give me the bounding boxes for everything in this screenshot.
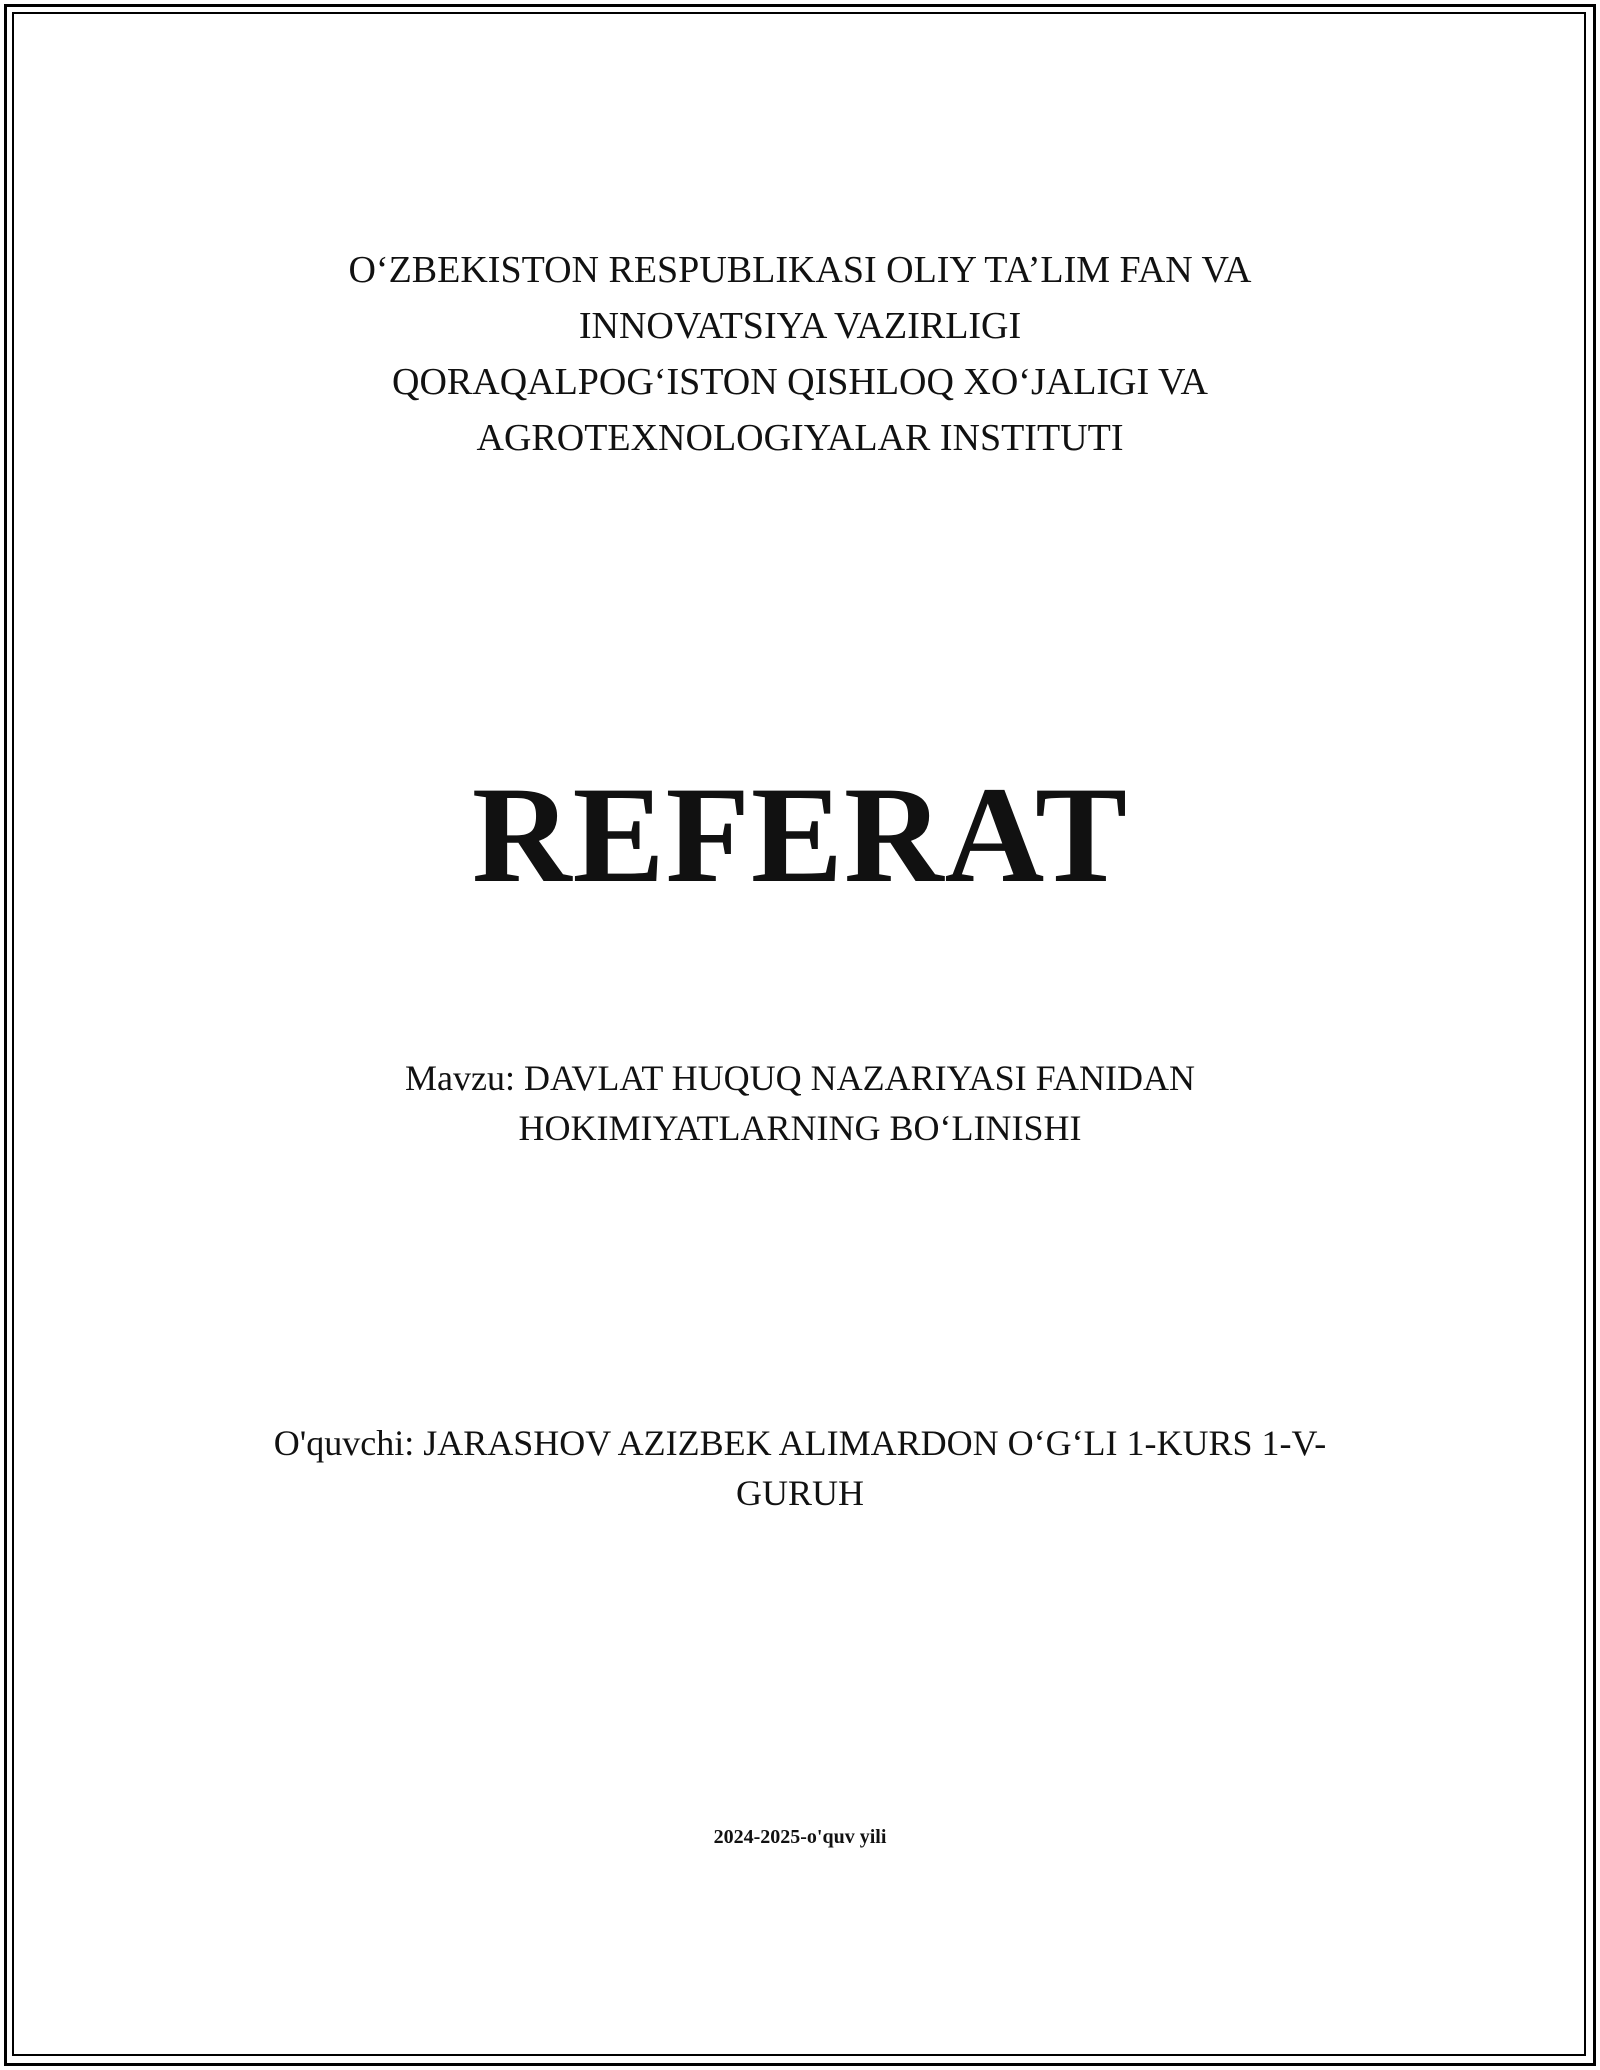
academic-year: 2024-2025-o'quv yili	[713, 1826, 887, 1848]
student-block	[0, 1418, 1600, 1518]
topic-line: Mavzu: DAVLAT HUQUQ NAZARIYASI FANIDAN	[405, 1058, 1195, 1098]
header-line: AGROTEXNOLOGIYALAR INSTITUTI	[476, 417, 1124, 459]
document-title: REFERAT	[471, 758, 1129, 911]
header-line: O‘ZBEKISTON RESPUBLIKASI OLIY TA’LIM FAN VA	[348, 249, 1252, 291]
header-line: QORAQALPOG‘ISTON QISHLOQ XO‘JALIGI VA	[392, 361, 1208, 403]
header-line: INNOVATSIYA VAZIRLIGI	[578, 305, 1022, 347]
institution-header	[0, 242, 1600, 466]
topic-block	[0, 1053, 1600, 1153]
student-line: O'quvchi: JARASHOV AZIZBEK ALIMARDON O‘G‘LI 1-KURS 1-V-	[273, 1423, 1327, 1463]
topic-line: HOKIMIYATLARNING BO‘LINISHI	[518, 1108, 1082, 1148]
student-line: GURUH	[735, 1473, 864, 1513]
